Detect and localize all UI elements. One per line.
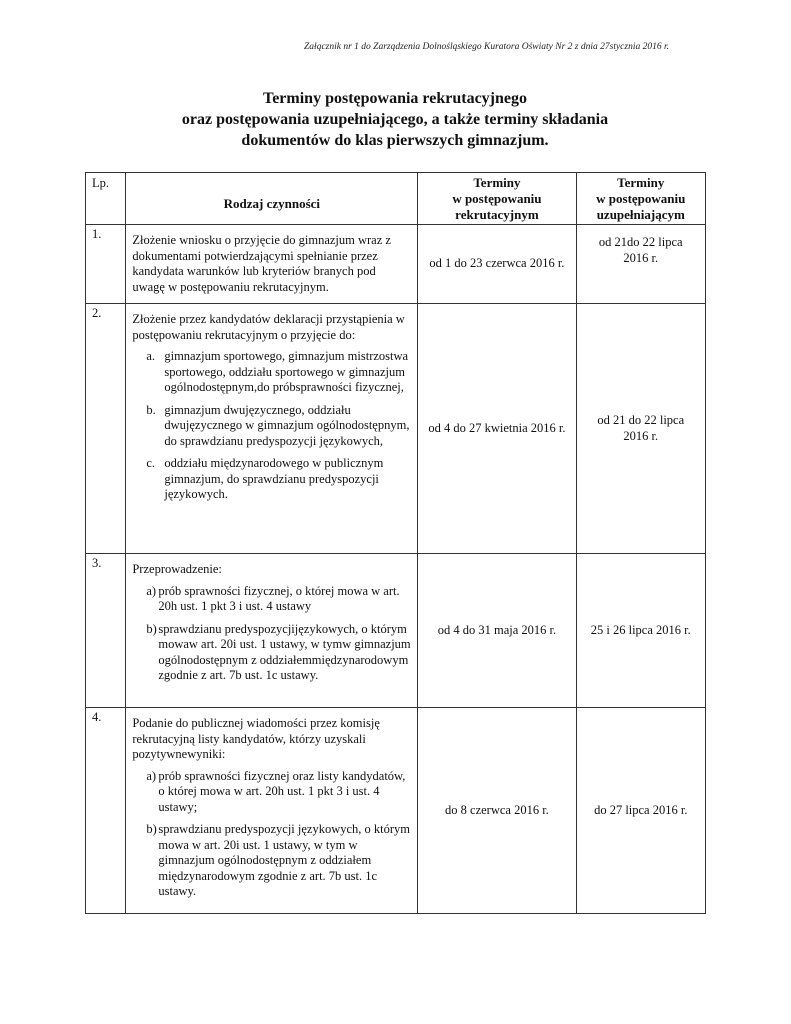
recruitment-date: do 8 czerwca 2016 r.	[418, 708, 576, 914]
supplementary-date: 25 i 26 lipca 2016 r.	[576, 554, 705, 708]
activity-sublist	[132, 349, 411, 503]
header-supplementary-line-3: uzupełniającym	[596, 207, 685, 222]
supplementary-date: do 27 lipca 2016 r.	[576, 708, 705, 914]
list-item-text: oddziału międzynarodowego w publicznym gimnazjum, do sprawdzianu predyspozycji językowych.	[164, 456, 384, 501]
list-item-text: gimnazjum dwujęzycznego, oddziału dwujęzycznego w gimnazjum ogólnodostępnym, do sprawdzianu predyspozycji językowych,	[164, 402, 410, 448]
list-item	[132, 349, 411, 396]
recruitment-date: od 4 do 27 kwietnia 2016 r.	[418, 304, 576, 554]
header-recruitment-line-1: Terminy	[473, 175, 521, 190]
list-marker: a.	[146, 349, 156, 363]
header-supplementary	[576, 173, 705, 225]
list-marker: b)	[146, 822, 157, 836]
header-activity: Rodzaj czynności	[126, 173, 418, 225]
activity-cell	[126, 304, 418, 554]
activity-intro: Złożenie przez kandydatów deklaracji przystąpienia w postępowaniu rekrutacyjnym o przyjęcie do:	[132, 312, 405, 342]
row-number: 1.	[86, 225, 126, 304]
activity-cell	[126, 554, 418, 708]
list-item-text: gimnazjum sportowego, gimnazjum mistrzostwa sportowego, oddziału sportowego w gimnazjum ogólnodostępnym,do próbsprawności fizycznej,	[164, 349, 409, 394]
table-row-3	[86, 554, 706, 708]
header-recruitment-line-2: w postępowaniu	[452, 191, 542, 206]
table-row-4	[86, 708, 706, 914]
header-supplementary-line-1: Terminy	[617, 175, 665, 190]
schedule-table	[85, 172, 706, 914]
list-item	[132, 403, 411, 450]
list-item-text: sprawdzianu predyspozycjijęzykowych, o którym mowaw art. 20i ust. 1 ustawy, w tymw gimnazjum ogólnodostępnym z oddziałemmiędzynarodowym zgodnie z art. 7b ust. 1c ustawy.	[158, 621, 411, 682]
supplementary-date: od 21do 22 lipca 2016 r.	[576, 225, 705, 304]
list-marker: a)	[146, 768, 157, 783]
list-item	[132, 456, 411, 503]
header-supplementary-line-2: w postępowaniu	[596, 191, 686, 206]
list-item	[132, 622, 411, 684]
title-line-3: dokumentów do klas pierwszych gimnazjum.	[241, 132, 549, 149]
row-number: 2.	[86, 304, 126, 554]
header-recruitment-line-3: rekrutacyjnym	[455, 207, 539, 222]
header-recruitment	[418, 173, 576, 225]
title-line-1: Terminy postępowania rekrutacyjnego	[263, 90, 527, 107]
list-marker: a)	[146, 583, 157, 598]
table-row-2	[86, 304, 706, 554]
activity-cell	[126, 225, 418, 304]
recruitment-date: od 4 do 31 maja 2016 r.	[418, 554, 576, 708]
activity-sublist	[132, 769, 411, 900]
activity-sublist	[132, 584, 411, 684]
list-item	[132, 822, 411, 900]
annex-note: Załącznik nr 1 do Zarządzenia Dolnośląskiego Kuratora Oświaty Nr 2 z dnia 27stycznia 2016 r.	[304, 42, 669, 52]
list-item	[132, 584, 411, 615]
row-number: 4.	[86, 708, 126, 914]
row-number: 3.	[86, 554, 126, 708]
header-row	[86, 173, 706, 225]
list-item-text: prób sprawności fizycznej oraz listy kandydatów, o której mowa w art. 20h ust. 1 pkt 3 i ust. 4 ustawy;	[158, 768, 406, 814]
title-line-2: oraz postępowania uzupełniającego, a także terminy składania	[181, 111, 609, 128]
list-item-text: sprawdzianu predyspozycji językowych, o którym mowa w art. 20i ust. 1 ustawy, w tym w gimnazjum ogólnodostępnym z oddziałem międzynarodowym zgodnie z art. 7b ust. 1c ustawy.	[158, 822, 411, 898]
header-lp: Lp.	[86, 173, 126, 225]
list-marker: b.	[146, 402, 156, 417]
recruitment-date: od 1 do 23 czerwca 2016 r.	[418, 225, 576, 304]
list-item-text: prób sprawności fizycznej, o której mowa w art. 20h ust. 1 pkt 3 i ust. 4 ustawy	[158, 583, 400, 613]
list-marker: c.	[146, 456, 156, 470]
activity-cell	[126, 708, 418, 914]
supplementary-date: od 21 do 22 lipca 2016 r.	[576, 304, 705, 554]
list-item	[132, 769, 411, 816]
list-marker: b)	[146, 621, 157, 636]
table-row-1	[86, 225, 706, 304]
document-title	[85, 88, 705, 151]
activity-text: Złożenie wniosku o przyjęcie do gimnazjum wraz z dokumentami potwierdzającymi spełnianie przez kandydata warunków lub kryteriów branych pod uwagę w postępowaniu rekrutacyjnym.	[132, 233, 391, 294]
activity-intro: Przeprowadzenie:	[132, 562, 222, 576]
activity-intro: Podanie do publicznej wiadomości przez komisję rekrutacyjną listy kandydatów, którzy uzyskali pozytywnewyniki:	[132, 716, 380, 761]
